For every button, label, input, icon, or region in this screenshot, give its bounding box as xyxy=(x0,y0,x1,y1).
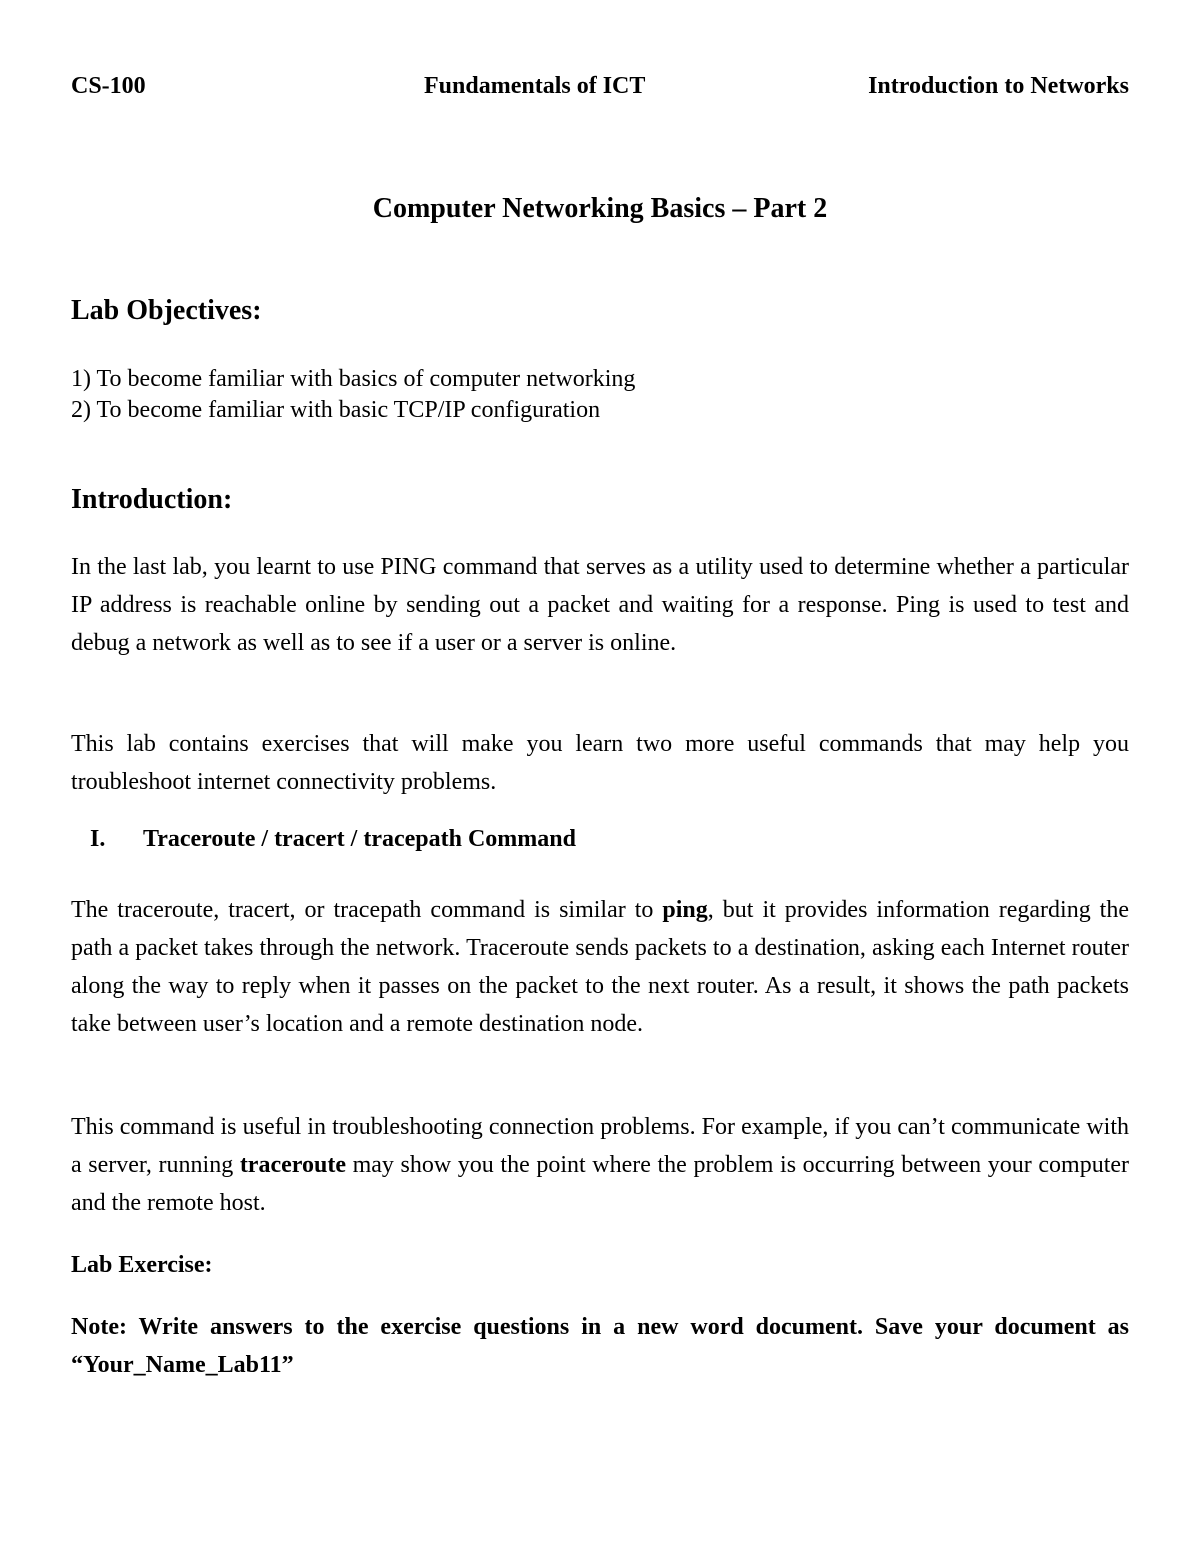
section-number: I. xyxy=(90,826,106,852)
text-run: may show you the point where the problem is occurring between your computer and the remote host. xyxy=(71,1152,1130,1216)
text-run: , but it provides information regarding the path a packet takes through the network. Traceroute sends packets to a destination, asking each Internet router along the way to reply when it passes on the packet to the next router. As a result, it shows the path packets take between user’s location and a remote destination node. xyxy=(71,897,1130,1037)
traceroute-paragraph-2 xyxy=(71,1108,1129,1222)
introduction-heading: Introduction: xyxy=(71,484,233,515)
introduction-paragraph-2: This lab contains exercises that will make you learn two more useful commands that may help you troubleshoot internet connectivity problems. xyxy=(71,731,1129,795)
traceroute-paragraph-1 xyxy=(71,891,1129,1043)
lab-exercise-heading: Lab Exercise: xyxy=(71,1252,213,1278)
objective-item: 1) To become familiar with basics of computer networking xyxy=(71,366,636,392)
bold-term-ping: ping xyxy=(662,897,708,923)
topic-name: Introduction to Networks xyxy=(868,73,1129,99)
section-title: Traceroute / tracert / tracepath Command xyxy=(143,826,576,852)
text-run: The traceroute, tracert, or tracepath command is similar to xyxy=(71,897,663,923)
objectives-list xyxy=(71,364,635,426)
document-title: Computer Networking Basics – Part 2 xyxy=(372,193,828,224)
course-name: Fundamentals of ICT xyxy=(424,73,646,99)
objectives-heading: Lab Objectives: xyxy=(71,295,262,326)
introduction-paragraph-1: In the last lab, you learnt to use PING command that serves as a utility used to determine whether a particular IP address is reachable online by sending out a packet and waiting for a response. Ping is used to test and debug a network as well as to see if a user or a server is online. xyxy=(71,554,1129,656)
bold-term-traceroute: traceroute xyxy=(239,1152,346,1178)
text-run: This command is useful in troubleshooting connection problems. For example, if you can’t communicate with a server, running xyxy=(71,1114,1129,1178)
objective-item: 2) To become familiar with basic TCP/IP configuration xyxy=(71,397,601,423)
exercise-note: Note: Write answers to the exercise questions in a new word document. Save your document as “Your_Name_Lab11” xyxy=(71,1314,1129,1378)
course-code: CS-100 xyxy=(71,73,146,99)
page-header xyxy=(71,73,1129,105)
